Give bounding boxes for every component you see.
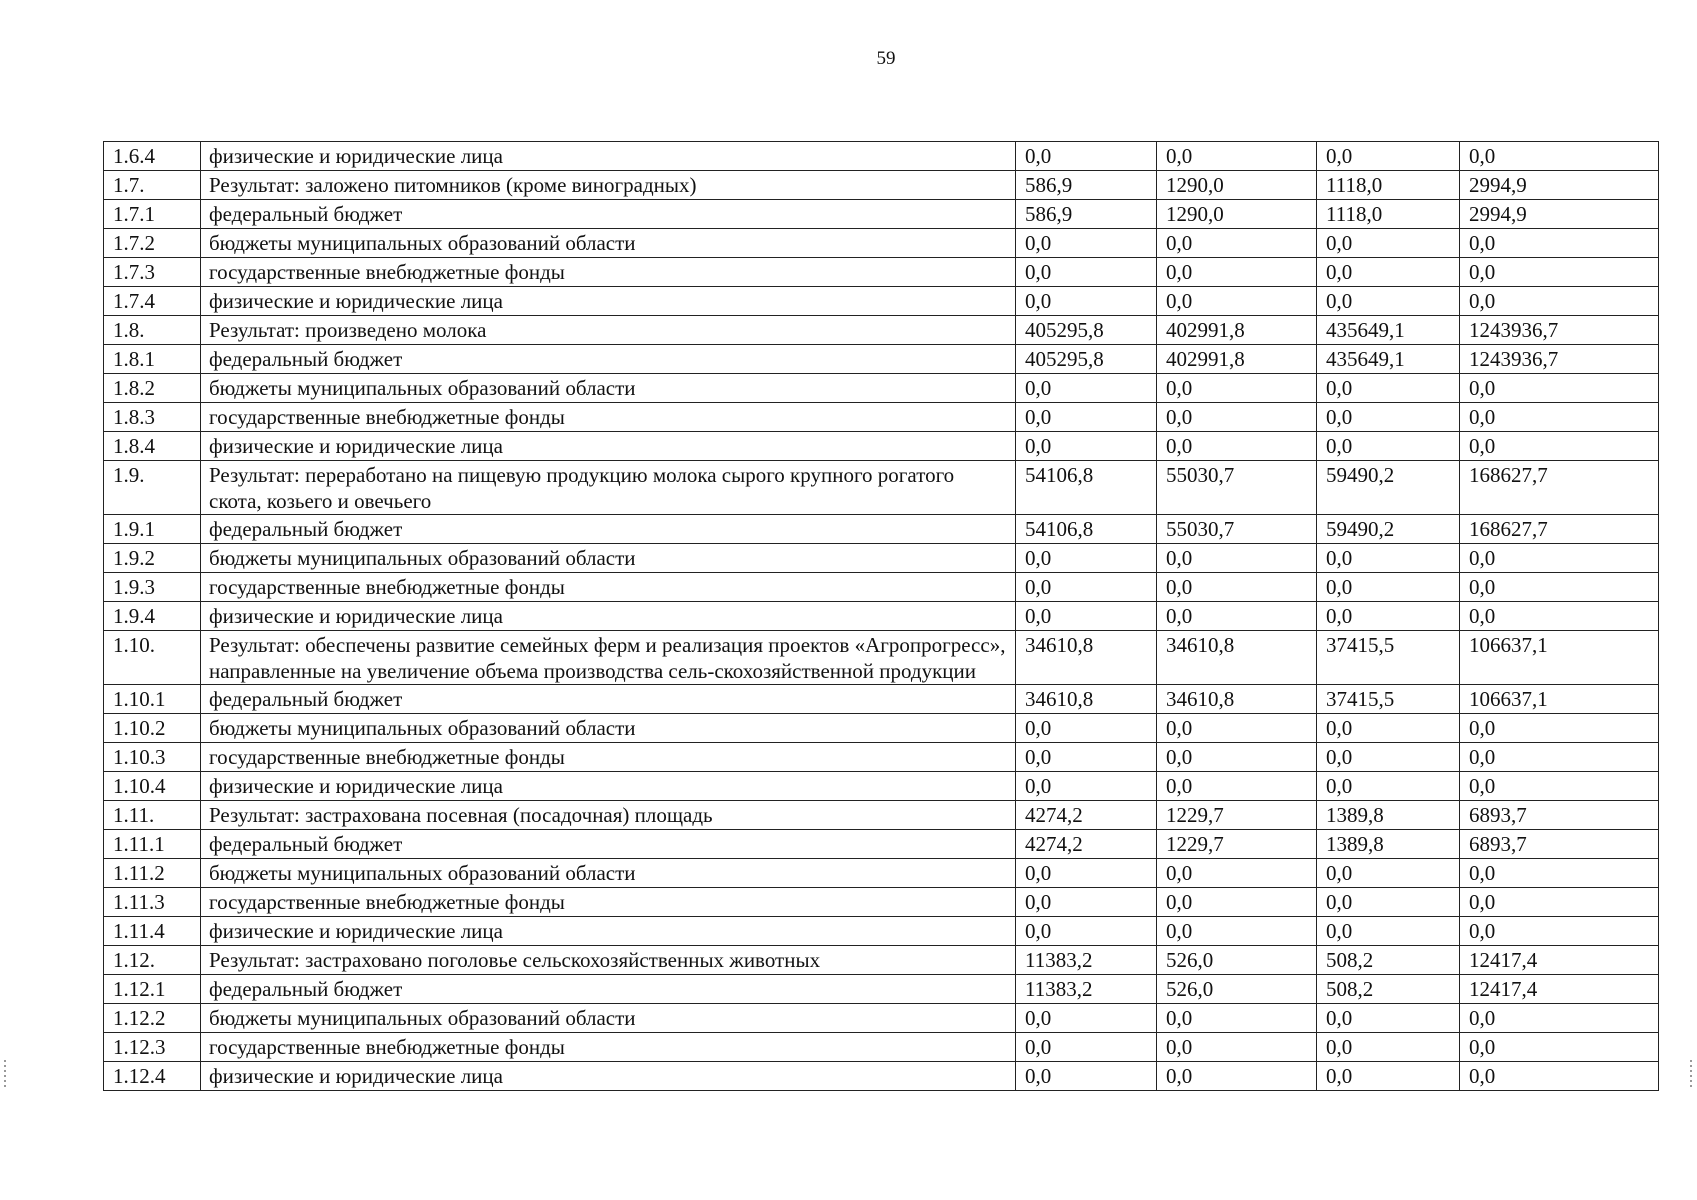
- value-year-2: 402991,8: [1157, 345, 1317, 374]
- value-year-3: 0,0: [1317, 403, 1460, 432]
- value-year-1: 34610,8: [1016, 631, 1157, 685]
- value-year-1: 405295,8: [1016, 316, 1157, 345]
- value-year-2: 402991,8: [1157, 316, 1317, 345]
- value-year-2: 0,0: [1157, 772, 1317, 801]
- row-description: физические и юридические лица: [201, 772, 1016, 801]
- value-year-1: 0,0: [1016, 142, 1157, 171]
- row-number: 1.8.: [104, 316, 201, 345]
- value-year-3: 0,0: [1317, 859, 1460, 888]
- row-description: государственные внебюджетные фонды: [201, 258, 1016, 287]
- value-year-3: 508,2: [1317, 946, 1460, 975]
- value-year-1: 0,0: [1016, 573, 1157, 602]
- value-year-2: 0,0: [1157, 1033, 1317, 1062]
- row-number: 1.12.3: [104, 1033, 201, 1062]
- value-year-3: 0,0: [1317, 432, 1460, 461]
- value-year-2: 55030,7: [1157, 515, 1317, 544]
- value-year-3: 0,0: [1317, 888, 1460, 917]
- row-description: Результат: обеспечены развитие семейных ферм и реализация проектов «Агропрогресс», направленные на увеличение объема производства сель-скохозяйственной продукции: [201, 631, 1016, 685]
- table-row: [104, 142, 1659, 171]
- row-number: 1.12.1: [104, 975, 201, 1004]
- value-year-3: 0,0: [1317, 258, 1460, 287]
- row-number: 1.11.1: [104, 830, 201, 859]
- value-year-2: 0,0: [1157, 258, 1317, 287]
- value-year-1: 54106,8: [1016, 461, 1157, 515]
- row-number: 1.12.2: [104, 1004, 201, 1033]
- row-number: 1.9.4: [104, 602, 201, 631]
- value-year-1: 0,0: [1016, 743, 1157, 772]
- table-row: [104, 200, 1659, 229]
- budget-table: [103, 141, 1659, 1091]
- page-number: 59: [876, 48, 896, 69]
- row-description: физические и юридические лица: [201, 917, 1016, 946]
- value-year-3: 37415,5: [1317, 631, 1460, 685]
- value-year-1: 0,0: [1016, 1004, 1157, 1033]
- value-year-1: 4274,2: [1016, 830, 1157, 859]
- value-year-1: 0,0: [1016, 229, 1157, 258]
- table-row: [104, 685, 1659, 714]
- value-total: 168627,7: [1460, 461, 1659, 515]
- row-number: 1.8.3: [104, 403, 201, 432]
- row-description: бюджеты муниципальных образований области: [201, 374, 1016, 403]
- value-year-3: 59490,2: [1317, 515, 1460, 544]
- value-total: 0,0: [1460, 1062, 1659, 1091]
- value-year-3: 59490,2: [1317, 461, 1460, 515]
- table-row: [104, 573, 1659, 602]
- value-year-2: 0,0: [1157, 544, 1317, 573]
- value-total: 0,0: [1460, 374, 1659, 403]
- value-year-1: 54106,8: [1016, 515, 1157, 544]
- value-year-3: 0,0: [1317, 229, 1460, 258]
- value-year-3: 435649,1: [1317, 345, 1460, 374]
- row-description: федеральный бюджет: [201, 975, 1016, 1004]
- table-row: [104, 888, 1659, 917]
- value-total: 0,0: [1460, 772, 1659, 801]
- value-year-2: 1290,0: [1157, 200, 1317, 229]
- row-description: бюджеты муниципальных образований области: [201, 229, 1016, 258]
- value-year-3: 0,0: [1317, 714, 1460, 743]
- right-scan-mark: [1690, 1060, 1692, 1090]
- value-total: 0,0: [1460, 602, 1659, 631]
- row-number: 1.10.4: [104, 772, 201, 801]
- value-total: 12417,4: [1460, 975, 1659, 1004]
- value-year-2: 55030,7: [1157, 461, 1317, 515]
- value-year-1: 586,9: [1016, 200, 1157, 229]
- value-year-2: 526,0: [1157, 946, 1317, 975]
- value-total: 0,0: [1460, 432, 1659, 461]
- row-description: физические и юридические лица: [201, 1062, 1016, 1091]
- row-number: 1.10.2: [104, 714, 201, 743]
- table-row: [104, 859, 1659, 888]
- table-row: [104, 461, 1659, 515]
- value-year-3: 0,0: [1317, 544, 1460, 573]
- value-total: 6893,7: [1460, 830, 1659, 859]
- value-total: 0,0: [1460, 714, 1659, 743]
- value-year-3: 1118,0: [1317, 200, 1460, 229]
- table-row: [104, 946, 1659, 975]
- table-row: [104, 544, 1659, 573]
- row-description: физические и юридические лица: [201, 142, 1016, 171]
- value-year-1: 0,0: [1016, 917, 1157, 946]
- value-year-2: 0,0: [1157, 432, 1317, 461]
- table-row: [104, 258, 1659, 287]
- value-year-1: 0,0: [1016, 1033, 1157, 1062]
- value-year-3: 1118,0: [1317, 171, 1460, 200]
- value-total: 2994,9: [1460, 200, 1659, 229]
- row-number: 1.9.1: [104, 515, 201, 544]
- value-year-1: 11383,2: [1016, 946, 1157, 975]
- row-number: 1.7.: [104, 171, 201, 200]
- value-year-2: 0,0: [1157, 287, 1317, 316]
- value-year-3: 0,0: [1317, 602, 1460, 631]
- row-number: 1.10.1: [104, 685, 201, 714]
- value-year-1: 586,9: [1016, 171, 1157, 200]
- table-row: [104, 403, 1659, 432]
- value-total: 0,0: [1460, 258, 1659, 287]
- row-description: государственные внебюджетные фонды: [201, 743, 1016, 772]
- row-number: 1.12.4: [104, 1062, 201, 1091]
- value-year-3: 0,0: [1317, 772, 1460, 801]
- row-description: федеральный бюджет: [201, 345, 1016, 374]
- row-description: бюджеты муниципальных образований области: [201, 1004, 1016, 1033]
- table-row: [104, 975, 1659, 1004]
- value-year-2: 0,0: [1157, 573, 1317, 602]
- value-year-3: 1389,8: [1317, 830, 1460, 859]
- row-description: физические и юридические лица: [201, 287, 1016, 316]
- value-year-1: 0,0: [1016, 888, 1157, 917]
- value-year-2: 0,0: [1157, 602, 1317, 631]
- value-year-2: 0,0: [1157, 403, 1317, 432]
- row-number: 1.10.: [104, 631, 201, 685]
- value-total: 0,0: [1460, 229, 1659, 258]
- table-row: [104, 432, 1659, 461]
- value-total: 12417,4: [1460, 946, 1659, 975]
- value-year-1: 0,0: [1016, 258, 1157, 287]
- row-description: федеральный бюджет: [201, 200, 1016, 229]
- row-description: федеральный бюджет: [201, 685, 1016, 714]
- value-year-1: 405295,8: [1016, 345, 1157, 374]
- value-total: 0,0: [1460, 1033, 1659, 1062]
- row-description: Результат: переработано на пищевую продукцию молока сырого крупного рогатого скота, козьего и овечьего: [201, 461, 1016, 515]
- row-description: федеральный бюджет: [201, 830, 1016, 859]
- value-year-3: 1389,8: [1317, 801, 1460, 830]
- row-number: 1.6.4: [104, 142, 201, 171]
- table-row: [104, 1004, 1659, 1033]
- value-total: 2994,9: [1460, 171, 1659, 200]
- value-total: 0,0: [1460, 859, 1659, 888]
- value-year-3: 0,0: [1317, 374, 1460, 403]
- value-year-1: 0,0: [1016, 432, 1157, 461]
- row-description: Результат: произведено молока: [201, 316, 1016, 345]
- value-year-1: 0,0: [1016, 859, 1157, 888]
- table-body: [104, 142, 1659, 1091]
- value-total: 1243936,7: [1460, 316, 1659, 345]
- table-row: [104, 515, 1659, 544]
- row-number: 1.11.4: [104, 917, 201, 946]
- value-year-2: 34610,8: [1157, 685, 1317, 714]
- value-total: 106637,1: [1460, 685, 1659, 714]
- value-year-3: 0,0: [1317, 287, 1460, 316]
- table-row: [104, 830, 1659, 859]
- table-row: [104, 171, 1659, 200]
- value-year-2: 0,0: [1157, 917, 1317, 946]
- value-total: 0,0: [1460, 573, 1659, 602]
- row-description: бюджеты муниципальных образований области: [201, 859, 1016, 888]
- row-number: 1.11.: [104, 801, 201, 830]
- value-total: 0,0: [1460, 287, 1659, 316]
- value-total: 0,0: [1460, 917, 1659, 946]
- table-row: [104, 602, 1659, 631]
- value-total: 168627,7: [1460, 515, 1659, 544]
- table-row: [104, 287, 1659, 316]
- value-year-2: 0,0: [1157, 859, 1317, 888]
- table-row: [104, 917, 1659, 946]
- row-number: 1.8.2: [104, 374, 201, 403]
- value-year-3: 0,0: [1317, 743, 1460, 772]
- value-year-2: 0,0: [1157, 142, 1317, 171]
- value-year-2: 0,0: [1157, 1004, 1317, 1033]
- value-year-3: 0,0: [1317, 1004, 1460, 1033]
- row-description: государственные внебюджетные фонды: [201, 403, 1016, 432]
- row-description: Результат: застрахована посевная (посадочная) площадь: [201, 801, 1016, 830]
- value-year-2: 526,0: [1157, 975, 1317, 1004]
- row-description: государственные внебюджетные фонды: [201, 888, 1016, 917]
- value-year-3: 435649,1: [1317, 316, 1460, 345]
- row-description: федеральный бюджет: [201, 515, 1016, 544]
- table-row: [104, 345, 1659, 374]
- table-row: [104, 714, 1659, 743]
- table-row: [104, 1062, 1659, 1091]
- value-year-1: 0,0: [1016, 602, 1157, 631]
- value-year-1: 4274,2: [1016, 801, 1157, 830]
- table-row: [104, 631, 1659, 685]
- value-year-1: 34610,8: [1016, 685, 1157, 714]
- row-description: Результат: застраховано поголовье сельскохозяйственных животных: [201, 946, 1016, 975]
- row-number: 1.10.3: [104, 743, 201, 772]
- row-number: 1.8.1: [104, 345, 201, 374]
- value-total: 0,0: [1460, 544, 1659, 573]
- row-number: 1.8.4: [104, 432, 201, 461]
- row-description: физические и юридические лица: [201, 602, 1016, 631]
- value-total: 106637,1: [1460, 631, 1659, 685]
- value-year-2: 1290,0: [1157, 171, 1317, 200]
- row-number: 1.11.2: [104, 859, 201, 888]
- row-description: физические и юридические лица: [201, 432, 1016, 461]
- value-year-3: 0,0: [1317, 917, 1460, 946]
- table-row: [104, 316, 1659, 345]
- value-year-2: 0,0: [1157, 229, 1317, 258]
- row-description: Результат: заложено питомников (кроме виноградных): [201, 171, 1016, 200]
- value-year-1: 0,0: [1016, 1062, 1157, 1091]
- table-row: [104, 229, 1659, 258]
- row-number: 1.9.2: [104, 544, 201, 573]
- value-year-2: 34610,8: [1157, 631, 1317, 685]
- value-year-1: 0,0: [1016, 287, 1157, 316]
- table-row: [104, 743, 1659, 772]
- value-year-1: 11383,2: [1016, 975, 1157, 1004]
- table-row: [104, 801, 1659, 830]
- value-year-1: 0,0: [1016, 544, 1157, 573]
- row-number: 1.9.: [104, 461, 201, 515]
- row-description: государственные внебюджетные фонды: [201, 573, 1016, 602]
- value-total: 0,0: [1460, 888, 1659, 917]
- table-row: [104, 1033, 1659, 1062]
- value-year-1: 0,0: [1016, 714, 1157, 743]
- value-year-2: 1229,7: [1157, 801, 1317, 830]
- value-year-2: 0,0: [1157, 888, 1317, 917]
- table-row: [104, 374, 1659, 403]
- row-number: 1.7.3: [104, 258, 201, 287]
- table-row: [104, 772, 1659, 801]
- value-year-2: 0,0: [1157, 743, 1317, 772]
- row-number: 1.11.3: [104, 888, 201, 917]
- value-year-1: 0,0: [1016, 772, 1157, 801]
- value-year-1: 0,0: [1016, 403, 1157, 432]
- value-year-3: 37415,5: [1317, 685, 1460, 714]
- row-description: бюджеты муниципальных образований области: [201, 544, 1016, 573]
- row-number: 1.7.4: [104, 287, 201, 316]
- row-number: 1.12.: [104, 946, 201, 975]
- value-year-2: 1229,7: [1157, 830, 1317, 859]
- left-scan-mark: [4, 1060, 6, 1090]
- value-total: 0,0: [1460, 1004, 1659, 1033]
- value-year-3: 0,0: [1317, 573, 1460, 602]
- row-description: государственные внебюджетные фонды: [201, 1033, 1016, 1062]
- value-total: 0,0: [1460, 743, 1659, 772]
- value-year-1: 0,0: [1016, 374, 1157, 403]
- row-description: бюджеты муниципальных образований области: [201, 714, 1016, 743]
- row-number: 1.9.3: [104, 573, 201, 602]
- value-year-3: 0,0: [1317, 1033, 1460, 1062]
- value-year-3: 0,0: [1317, 1062, 1460, 1091]
- value-year-2: 0,0: [1157, 374, 1317, 403]
- value-year-3: 508,2: [1317, 975, 1460, 1004]
- value-total: 0,0: [1460, 403, 1659, 432]
- value-year-2: 0,0: [1157, 1062, 1317, 1091]
- row-number: 1.7.1: [104, 200, 201, 229]
- value-total: 6893,7: [1460, 801, 1659, 830]
- row-number: 1.7.2: [104, 229, 201, 258]
- value-total: 0,0: [1460, 142, 1659, 171]
- value-year-2: 0,0: [1157, 714, 1317, 743]
- value-total: 1243936,7: [1460, 345, 1659, 374]
- value-year-3: 0,0: [1317, 142, 1460, 171]
